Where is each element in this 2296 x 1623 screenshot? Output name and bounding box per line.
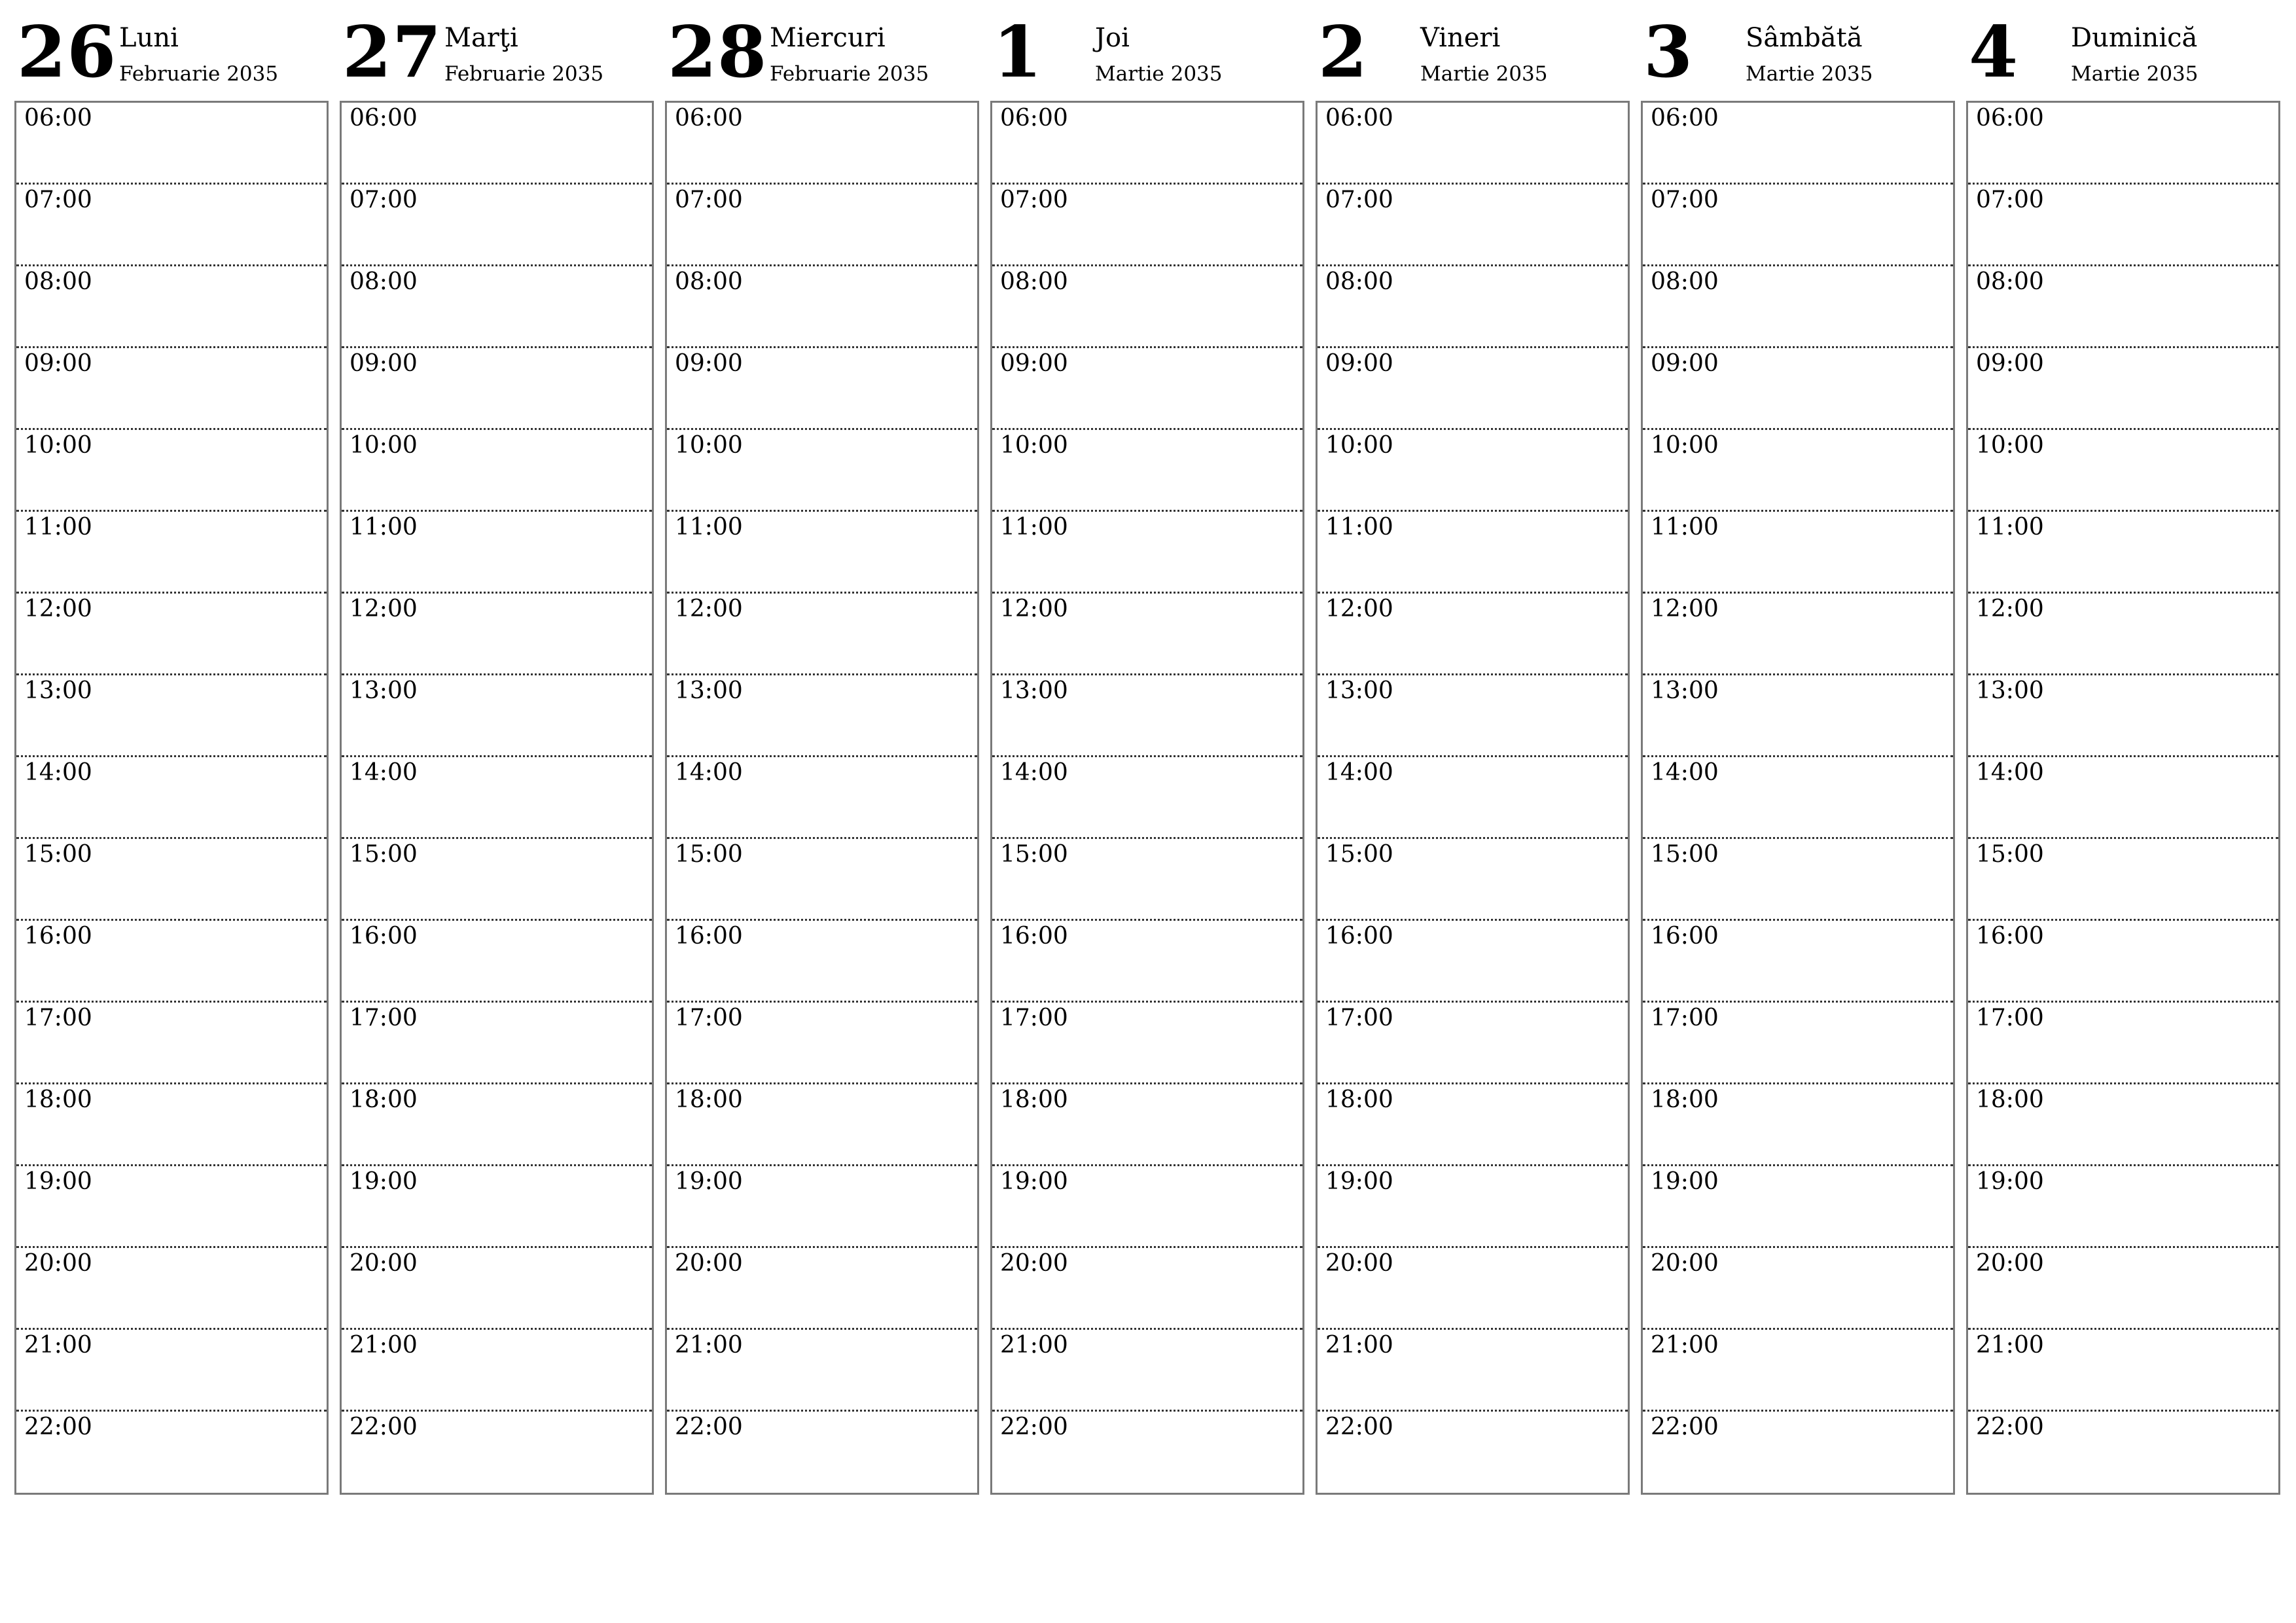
day-month-year: Martie 2035 — [1420, 62, 1548, 86]
hour-label: 09:00 — [1651, 350, 1719, 377]
hour-label: 14:00 — [1000, 759, 1068, 786]
hour-slot[interactable] — [16, 1003, 327, 1084]
hour-label: 15:00 — [350, 841, 418, 868]
hour-slot[interactable] — [667, 757, 977, 839]
day-schedule-box — [1316, 101, 1630, 1495]
hour-label: 08:00 — [1000, 268, 1068, 295]
hour-label: 22:00 — [1976, 1414, 2044, 1440]
hour-slot[interactable] — [1643, 921, 1953, 1003]
hour-label: 15:00 — [675, 841, 743, 868]
hour-slot[interactable] — [1643, 594, 1953, 675]
hour-label: 08:00 — [350, 268, 418, 295]
day-number: 27 — [342, 11, 442, 94]
hour-label: 17:00 — [24, 1005, 92, 1031]
hour-label: 20:00 — [24, 1250, 92, 1277]
hour-label: 12:00 — [350, 596, 418, 622]
day-column — [340, 0, 653, 1440]
hour-label: 06:00 — [350, 105, 418, 132]
hour-slot[interactable] — [1318, 103, 1628, 185]
hour-label: 19:00 — [675, 1168, 743, 1195]
hour-label: 09:00 — [24, 350, 92, 377]
hour-slot[interactable] — [1643, 1084, 1953, 1166]
hour-label: 20:00 — [675, 1250, 743, 1277]
hour-slot[interactable] — [667, 1330, 977, 1412]
day-number: 2 — [1318, 11, 1369, 94]
day-header — [1316, 0, 1628, 99]
hour-label: 22:00 — [24, 1414, 92, 1440]
hour-slot[interactable] — [342, 757, 652, 839]
hour-slot[interactable] — [16, 185, 327, 266]
hour-slot[interactable] — [342, 1003, 652, 1084]
hour-label: 21:00 — [24, 1332, 92, 1359]
hour-slot[interactable] — [16, 757, 327, 839]
hour-slot[interactable] — [16, 266, 327, 348]
hour-slot[interactable] — [342, 1248, 652, 1330]
day-month-year: Februarie 2035 — [119, 62, 279, 86]
hour-slot[interactable] — [342, 1166, 652, 1248]
hour-label: 09:00 — [1976, 350, 2044, 377]
hour-slot[interactable] — [1968, 594, 2278, 675]
hour-slot[interactable] — [342, 512, 652, 594]
hour-slot[interactable] — [342, 921, 652, 1003]
hour-slot[interactable] — [342, 1330, 652, 1412]
hour-slot[interactable] — [342, 185, 652, 266]
hour-slot[interactable] — [1318, 1412, 1628, 1493]
hour-slot[interactable] — [1968, 348, 2278, 430]
hour-slot[interactable] — [1318, 757, 1628, 839]
hour-label: 15:00 — [1976, 841, 2044, 868]
hour-slot[interactable] — [1643, 1166, 1953, 1248]
hour-label: 09:00 — [350, 350, 418, 377]
hour-label: 09:00 — [675, 350, 743, 377]
hour-slot[interactable] — [1968, 512, 2278, 594]
hour-slot[interactable] — [992, 1166, 1302, 1248]
day-column — [14, 0, 327, 1440]
day-month-year: Februarie 2035 — [770, 62, 929, 86]
hour-slot[interactable] — [1643, 1003, 1953, 1084]
day-header — [1641, 0, 1954, 99]
hour-label: 07:00 — [1325, 187, 1393, 213]
hour-label: 07:00 — [24, 187, 92, 213]
hour-label: 19:00 — [1651, 1168, 1719, 1195]
hour-slot[interactable] — [1968, 103, 2278, 185]
hour-label: 19:00 — [350, 1168, 418, 1195]
hour-slot[interactable] — [992, 348, 1302, 430]
hour-label: 07:00 — [350, 187, 418, 213]
hour-slot[interactable] — [667, 266, 977, 348]
hour-slot[interactable] — [1643, 266, 1953, 348]
hour-label: 06:00 — [1976, 105, 2044, 132]
hour-slot[interactable] — [1318, 675, 1628, 757]
hour-label: 20:00 — [1000, 1250, 1068, 1277]
hour-label: 11:00 — [675, 514, 743, 541]
hour-slot[interactable] — [1318, 921, 1628, 1003]
day-name: Sâmbătă — [1746, 23, 1863, 53]
hour-slot[interactable] — [16, 675, 327, 757]
hour-label: 12:00 — [1325, 596, 1393, 622]
hour-slot[interactable] — [16, 1084, 327, 1166]
hour-label: 15:00 — [1000, 841, 1068, 868]
day-name: Marţi — [444, 23, 518, 53]
day-column — [1641, 0, 1954, 1440]
hour-slot[interactable] — [1643, 430, 1953, 512]
hour-label: 11:00 — [350, 514, 418, 541]
hour-label: 20:00 — [1651, 1250, 1719, 1277]
hour-label: 14:00 — [350, 759, 418, 786]
hour-label: 16:00 — [350, 923, 418, 950]
hour-label: 22:00 — [1000, 1414, 1068, 1440]
hour-slot[interactable] — [1968, 1412, 2278, 1493]
hour-label: 13:00 — [1000, 677, 1068, 704]
hour-label: 18:00 — [24, 1086, 92, 1113]
hour-label: 10:00 — [350, 432, 418, 459]
hour-slot[interactable] — [1968, 185, 2278, 266]
hour-label: 14:00 — [1976, 759, 2044, 786]
hour-slot[interactable] — [342, 430, 652, 512]
hour-label: 10:00 — [1976, 432, 2044, 459]
hour-label: 11:00 — [1325, 514, 1393, 541]
hour-slot[interactable] — [992, 266, 1302, 348]
hour-slot[interactable] — [342, 839, 652, 921]
hour-label: 21:00 — [1651, 1332, 1719, 1359]
hour-label: 19:00 — [1325, 1168, 1393, 1195]
hour-slot[interactable] — [992, 1248, 1302, 1330]
hour-label: 08:00 — [675, 268, 743, 295]
hour-slot[interactable] — [667, 921, 977, 1003]
hour-label: 19:00 — [1976, 1168, 2044, 1195]
hour-slot[interactable] — [1968, 1084, 2278, 1166]
hour-label: 22:00 — [1325, 1414, 1393, 1440]
hour-label: 08:00 — [1325, 268, 1393, 295]
hour-slot[interactable] — [1318, 430, 1628, 512]
hour-label: 22:00 — [1651, 1414, 1719, 1440]
hour-label: 16:00 — [1651, 923, 1719, 950]
hour-label: 19:00 — [24, 1168, 92, 1195]
hour-label: 06:00 — [24, 105, 92, 132]
hour-slot[interactable] — [1968, 1003, 2278, 1084]
hour-label: 20:00 — [1325, 1250, 1393, 1277]
hour-slot[interactable] — [342, 675, 652, 757]
hour-label: 16:00 — [24, 923, 92, 950]
hour-label: 18:00 — [675, 1086, 743, 1113]
hour-slot[interactable] — [1318, 594, 1628, 675]
hour-slot[interactable] — [1643, 1248, 1953, 1330]
day-name: Miercuri — [770, 23, 886, 53]
day-schedule-box — [14, 101, 329, 1495]
hour-slot[interactable] — [1318, 185, 1628, 266]
day-schedule-box — [665, 101, 979, 1495]
hour-slot[interactable] — [1643, 348, 1953, 430]
hour-slot[interactable] — [342, 1084, 652, 1166]
hour-slot[interactable] — [1968, 921, 2278, 1003]
day-name: Duminică — [2071, 23, 2198, 53]
hour-slot[interactable] — [1968, 675, 2278, 757]
hour-slot[interactable] — [667, 103, 977, 185]
hour-slot[interactable] — [992, 1330, 1302, 1412]
hour-slot[interactable] — [16, 921, 327, 1003]
hour-slot[interactable] — [16, 1412, 327, 1493]
hour-slot[interactable] — [667, 348, 977, 430]
hour-slot[interactable] — [667, 1248, 977, 1330]
hour-slot[interactable] — [1318, 348, 1628, 430]
hour-slot[interactable] — [1318, 1330, 1628, 1412]
hour-slot[interactable] — [1968, 266, 2278, 348]
hour-label: 14:00 — [1651, 759, 1719, 786]
hour-slot[interactable] — [342, 1412, 652, 1493]
hour-label: 09:00 — [1325, 350, 1393, 377]
hour-label: 09:00 — [1000, 350, 1068, 377]
hour-label: 15:00 — [1651, 841, 1719, 868]
hour-slot[interactable] — [667, 675, 977, 757]
hour-label: 16:00 — [1000, 923, 1068, 950]
day-header — [14, 0, 327, 99]
hour-slot[interactable] — [992, 757, 1302, 839]
hour-slot[interactable] — [1643, 103, 1953, 185]
hour-slot[interactable] — [342, 594, 652, 675]
hour-label: 16:00 — [675, 923, 743, 950]
hour-label: 17:00 — [1325, 1005, 1393, 1031]
hour-slot[interactable] — [16, 512, 327, 594]
hour-slot[interactable] — [667, 1003, 977, 1084]
day-schedule-box — [990, 101, 1304, 1495]
hour-slot[interactable] — [667, 185, 977, 266]
hour-slot[interactable] — [992, 594, 1302, 675]
hour-slot[interactable] — [992, 430, 1302, 512]
hour-slot[interactable] — [1968, 430, 2278, 512]
hour-label: 19:00 — [1000, 1168, 1068, 1195]
day-column — [1966, 0, 2279, 1440]
hour-slot[interactable] — [1643, 1330, 1953, 1412]
hour-label: 13:00 — [350, 677, 418, 704]
hour-slot[interactable] — [1643, 675, 1953, 757]
hour-slot[interactable] — [1318, 1084, 1628, 1166]
hour-slot[interactable] — [992, 1412, 1302, 1493]
hour-label: 17:00 — [350, 1005, 418, 1031]
hour-label: 18:00 — [1325, 1086, 1393, 1113]
day-month-year: Martie 2035 — [2071, 62, 2198, 86]
hour-slot[interactable] — [667, 1412, 977, 1493]
day-number: 4 — [1969, 11, 2019, 94]
hour-label: 11:00 — [1000, 514, 1068, 541]
hour-slot[interactable] — [342, 103, 652, 185]
day-schedule-box — [1641, 101, 1955, 1495]
hour-label: 06:00 — [1325, 105, 1393, 132]
hour-label: 07:00 — [1000, 187, 1068, 213]
hour-label: 11:00 — [1651, 514, 1719, 541]
hour-label: 21:00 — [1325, 1332, 1393, 1359]
hour-slot[interactable] — [342, 266, 652, 348]
hour-label: 08:00 — [24, 268, 92, 295]
hour-label: 21:00 — [675, 1332, 743, 1359]
hour-label: 15:00 — [24, 841, 92, 868]
hour-label: 06:00 — [675, 105, 743, 132]
hour-label: 12:00 — [1976, 596, 2044, 622]
hour-label: 13:00 — [1325, 677, 1393, 704]
hour-slot[interactable] — [16, 839, 327, 921]
hour-slot[interactable] — [992, 512, 1302, 594]
hour-label: 21:00 — [1000, 1332, 1068, 1359]
hour-label: 14:00 — [1325, 759, 1393, 786]
hour-slot[interactable] — [667, 1084, 977, 1166]
hour-slot[interactable] — [1968, 757, 2278, 839]
hour-slot[interactable] — [667, 1166, 977, 1248]
hour-label: 13:00 — [1651, 677, 1719, 704]
hour-label: 14:00 — [675, 759, 743, 786]
hour-label: 10:00 — [675, 432, 743, 459]
hour-slot[interactable] — [1968, 1248, 2278, 1330]
hour-label: 10:00 — [1651, 432, 1719, 459]
hour-label: 22:00 — [675, 1414, 743, 1440]
hour-slot[interactable] — [1643, 839, 1953, 921]
hour-slot[interactable] — [992, 839, 1302, 921]
hour-slot[interactable] — [992, 103, 1302, 185]
hour-slot[interactable] — [16, 348, 327, 430]
hour-label: 13:00 — [675, 677, 743, 704]
hour-label: 18:00 — [1976, 1086, 2044, 1113]
hour-slot[interactable] — [992, 1003, 1302, 1084]
hour-label: 07:00 — [1651, 187, 1719, 213]
hour-label: 10:00 — [24, 432, 92, 459]
hour-label: 12:00 — [1651, 596, 1719, 622]
hour-slot[interactable] — [1643, 185, 1953, 266]
hour-label: 18:00 — [350, 1086, 418, 1113]
hour-slot[interactable] — [16, 103, 327, 185]
hour-label: 21:00 — [350, 1332, 418, 1359]
hour-slot[interactable] — [1318, 266, 1628, 348]
day-header — [340, 0, 653, 99]
hour-slot[interactable] — [1318, 512, 1628, 594]
day-number: 3 — [1643, 11, 1694, 94]
hour-label: 17:00 — [1976, 1005, 2044, 1031]
day-column — [990, 0, 1303, 1440]
day-name: Vineri — [1420, 23, 1501, 53]
hour-label: 12:00 — [24, 596, 92, 622]
hour-slot[interactable] — [1968, 839, 2278, 921]
day-schedule-box — [1966, 101, 2280, 1495]
hour-slot[interactable] — [992, 185, 1302, 266]
day-month-year: Februarie 2035 — [444, 62, 604, 86]
hour-label: 11:00 — [1976, 514, 2044, 541]
hour-label: 18:00 — [1651, 1086, 1719, 1113]
hour-slot[interactable] — [1643, 757, 1953, 839]
hour-label: 12:00 — [1000, 596, 1068, 622]
hour-slot[interactable] — [16, 1330, 327, 1412]
hour-slot[interactable] — [16, 1166, 327, 1248]
hour-label: 13:00 — [24, 677, 92, 704]
hour-label: 07:00 — [1976, 187, 2044, 213]
hour-label: 20:00 — [350, 1250, 418, 1277]
hour-label: 08:00 — [1976, 268, 2044, 295]
hour-label: 07:00 — [675, 187, 743, 213]
hour-slot[interactable] — [342, 348, 652, 430]
hour-label: 10:00 — [1000, 432, 1068, 459]
hour-slot[interactable] — [667, 839, 977, 921]
day-month-year: Martie 2035 — [1746, 62, 1873, 86]
hour-label: 17:00 — [1000, 1005, 1068, 1031]
day-month-year: Martie 2035 — [1095, 62, 1223, 86]
hour-label: 13:00 — [1976, 677, 2044, 704]
hour-slot[interactable] — [1643, 512, 1953, 594]
hour-label: 17:00 — [1651, 1005, 1719, 1031]
hour-slot[interactable] — [992, 921, 1302, 1003]
day-column — [665, 0, 978, 1440]
hour-slot[interactable] — [1968, 1330, 2278, 1412]
day-schedule-box — [340, 101, 654, 1495]
day-name: Joi — [1095, 23, 1130, 53]
hour-label: 22:00 — [350, 1414, 418, 1440]
hour-slot[interactable] — [1968, 1166, 2278, 1248]
hour-slot[interactable] — [1318, 1166, 1628, 1248]
hour-slot[interactable] — [667, 594, 977, 675]
hour-slot[interactable] — [667, 512, 977, 594]
day-header — [1966, 0, 2279, 99]
hour-slot[interactable] — [16, 1248, 327, 1330]
hour-slot[interactable] — [16, 430, 327, 512]
hour-label: 17:00 — [675, 1005, 743, 1031]
hour-slot[interactable] — [667, 430, 977, 512]
day-name: Luni — [119, 23, 179, 53]
hour-label: 08:00 — [1651, 268, 1719, 295]
hour-label: 11:00 — [24, 514, 92, 541]
hour-label: 12:00 — [675, 596, 743, 622]
weekly-planner — [14, 0, 2292, 1623]
hour-slot[interactable] — [1318, 1003, 1628, 1084]
hour-slot[interactable] — [1643, 1412, 1953, 1493]
day-number: 28 — [668, 11, 768, 94]
hour-label: 16:00 — [1976, 923, 2044, 950]
hour-label: 10:00 — [1325, 432, 1393, 459]
hour-label: 21:00 — [1976, 1332, 2044, 1359]
hour-label: 16:00 — [1325, 923, 1393, 950]
hour-label: 20:00 — [1976, 1250, 2044, 1277]
day-column — [1316, 0, 1628, 1440]
day-number: 26 — [17, 11, 117, 94]
day-header — [990, 0, 1303, 99]
hour-slot[interactable] — [992, 675, 1302, 757]
hour-label: 15:00 — [1325, 841, 1393, 868]
hour-label: 14:00 — [24, 759, 92, 786]
hour-slot[interactable] — [16, 594, 327, 675]
hour-label: 18:00 — [1000, 1086, 1068, 1113]
day-number: 1 — [993, 11, 1043, 94]
hour-label: 06:00 — [1651, 105, 1719, 132]
hour-slot[interactable] — [992, 1084, 1302, 1166]
hour-label: 06:00 — [1000, 105, 1068, 132]
day-header — [665, 0, 978, 99]
hour-slot[interactable] — [1318, 1248, 1628, 1330]
hour-slot[interactable] — [1318, 839, 1628, 921]
